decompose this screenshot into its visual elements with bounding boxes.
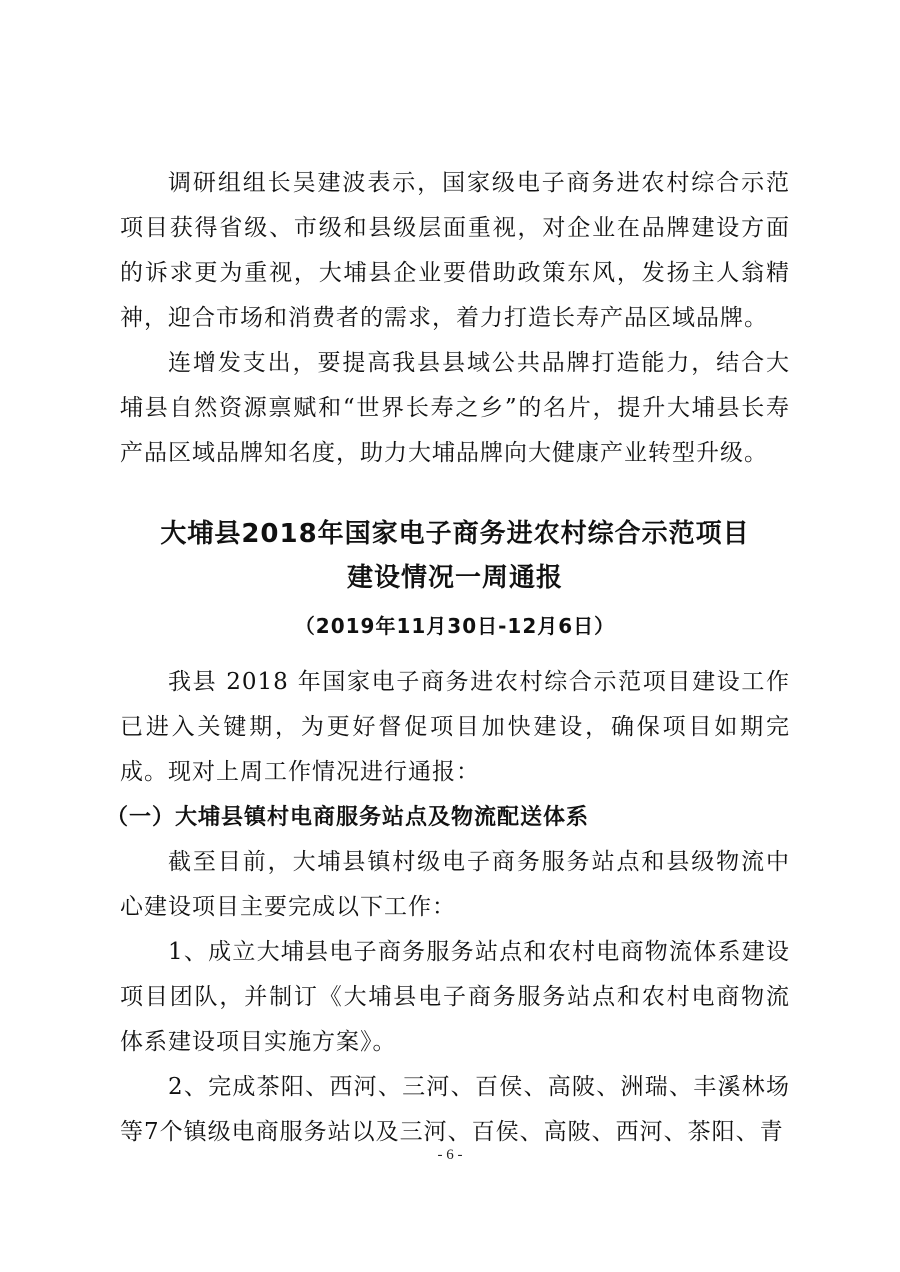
section-paragraph-1: 截至目前，大埔县镇村级电子商务服务站点和县级物流中心建设项目主要完成以下工作： [120, 849, 790, 920]
section-paragraph-2: 1、成立大埔县电子商务服务站点和农村电商物流体系建设项目团队，并制订《大埔县电子商务服务站点和农村电商物流体系建设项目实施方案》。 [120, 939, 790, 1055]
report-body [106, 660, 790, 1155]
report-title-line-2: 建设情况一周通报 [346, 563, 563, 593]
report-intro-paragraph: 我县 2018 年国家电子商务进农村综合示范项目建设工作已进入关键期，为更好督促项目加快建设，确保项目如期完成。现对上周工作情况进行通报： [120, 669, 790, 785]
section-heading-1: （一）大埔县镇村电商服务站点及物流配送体系 [106, 805, 590, 830]
report-date-range: （2019年11月30日-12月6日） [294, 614, 616, 638]
report-title-line-1: 大埔县2018年国家电子商务进农村综合示范项目 [160, 519, 750, 549]
report-title-block [120, 512, 790, 646]
page-number: - 6 - [437, 1147, 463, 1163]
section-paragraph-3: 2、完成茶阳、西河、三河、百侯、高陂、洲瑞、丰溪林场等7个镇级电商服务站以及三河、百侯、高陂、西河、茶阳、青 [120, 1074, 790, 1145]
intro-paragraph-1: 调研组组长吴建波表示，国家级电子商务进农村综合示范项目获得省级、市级和县级层面重视，对企业在品牌建设方面的诉求更为重视，大埔县企业要借助政策东风，发扬主人翁精神，迎合市场和消费者的需求，着力打造长寿产品区域品牌。 [120, 170, 790, 331]
intro-paragraph-2: 连增发支出，要提高我县县域公共品牌打造能力，结合大埔县自然资源禀赋和“世界长寿之乡”的名片，提升大埔县长寿产品区域品牌知名度，助力大埔品牌向大健康产业转型升级。 [120, 350, 790, 466]
page-content [106, 161, 790, 1155]
